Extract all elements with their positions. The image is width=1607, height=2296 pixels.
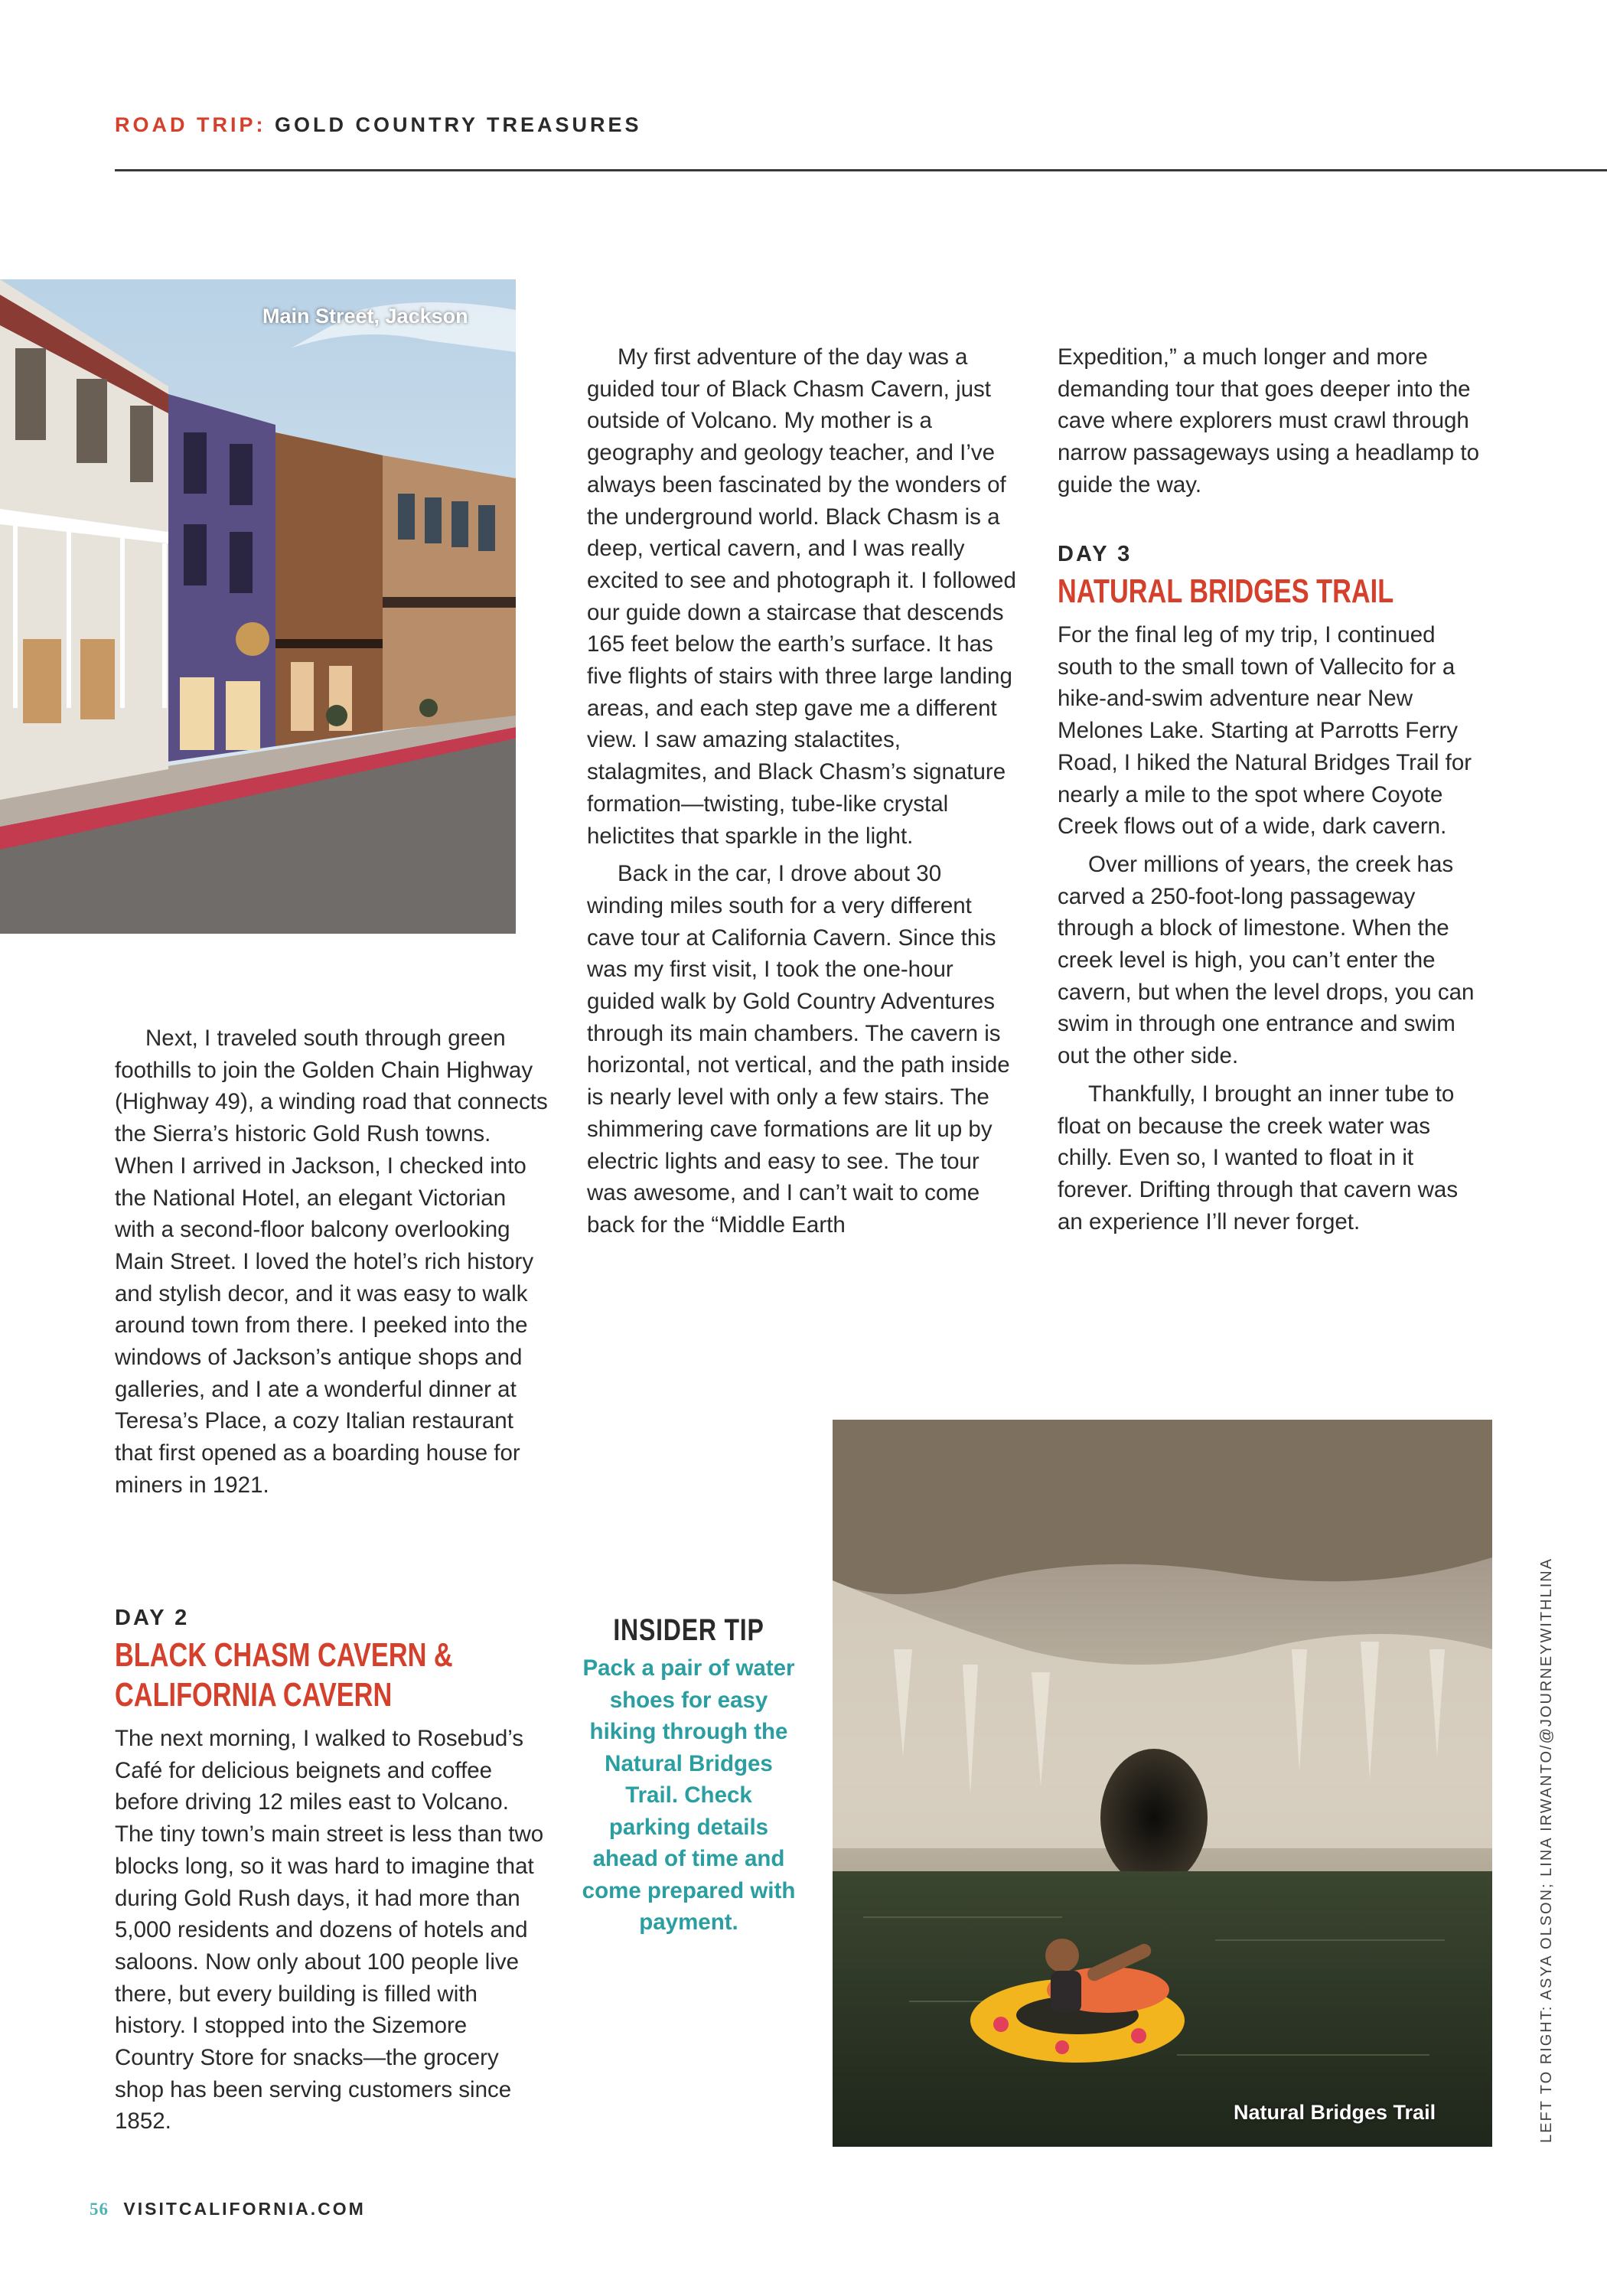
col2-paragraph-2: Back in the car, I drove about 30 winding miles south for a very different cave tour at California Cavern. Since this was my first visit, I took the one-hour guided walk by Gold Country Adventures through its main chambers. The cavern is horizontal, not vertical, and the path inside is nearly level with only a few stairs. The shimmering cave formations are lit up by electric lights and easy to see. The tour was awesome, and I can’t wait to come back for the “Middle Earth: [587, 861, 1010, 1238]
col3-paragraph-1: Expedition,” a much longer and more demanding tour that goes deeper into the cave where explorers must crawl through narrow passageways using a headlamp to guide the way.: [1058, 344, 1479, 497]
column-2: [587, 341, 1023, 1247]
section-header: [115, 113, 642, 137]
day3-section: [1058, 542, 1486, 1244]
site-url: VISITCALIFORNIA.COM: [123, 2199, 366, 2219]
page-number: 56: [90, 2200, 109, 2219]
col1-paragraph-1: Next, I traveled south through green foothills to join the Golden Chain Highway (Highway 49), a winding road that connects the Sierra’s historic Gold Rush towns. When I arrived in Jackson, I checked into the National Hotel, an elegant Victorian with a second-floor balcony overlooking Main Street. I loved the hotel’s rich history and stylish decor, and it was easy to walk around town from there. I peeked into the windows of Jackson’s antique shops and galleries, and I ate a wonderful dinner at Teresa’s Place, a cozy Italian restaurant that first opened as a boarding house for miners in 1921.: [115, 1026, 548, 1498]
section-label: ROAD TRIP:: [115, 113, 266, 136]
photo-credit: LEFT TO RIGHT: ASYA OLSON; LINA IRWANTO/@JOURNEYWITHLINA: [1538, 1557, 1555, 2143]
insider-tip: [582, 1613, 796, 1939]
cave-illustration: [833, 1420, 1492, 2147]
page-footer: [90, 2199, 366, 2219]
main-street-illustration: [0, 279, 516, 934]
section-title: GOLD COUNTRY TREASURES: [275, 113, 642, 136]
col2-paragraph-1: My first adventure of the day was a guided tour of Black Chasm Cavern, just outside of Volcano. My mother is a geography and geology teacher, and I’ve always been fascinated by the wonders of the underground world. Black Chasm is a deep, vertical cavern, and I was really excited to see and photograph it. I followed our guide down a staircase that descends 165 feet below the earth’s surface. It has five flights of stairs with three large landing areas, and each step gave me a different view. I saw amazing stalactites, stalagmites, and Black Chasm’s signature formation—twisting, tube-like crystal helictites that sparkle in the light.: [587, 344, 1016, 849]
day3-label: DAY 3: [1058, 542, 1133, 566]
day2-section: [115, 1606, 548, 2144]
day2-paragraph-1: The next morning, I walked to Rosebud’s Café for delicious beignets and coffee before driving 12 miles east to Volcano. The tiny town’s main street is less than two blocks long, so it was hard to imagine that during Gold Rush days, it had more than 5,000 residents and dozens of hotels and saloons. Now only about 100 people live there, but every building is filled with history. I stopped into the Sizemore Country Store for snacks—the grocery shop has been serving customers since 1852.: [115, 1726, 544, 2135]
day3-paragraph-1: For the final leg of my trip, I continued south to the small town of Vallecito for a hike-and-swim adventure near New Melones Lake. Starting at Parrotts Ferry Road, I hiked the Natural Bridges Trail for nearly a mile to the spot where Coyote Creek flows out of a wide, dark cavern.: [1058, 622, 1472, 840]
column-3: [1058, 341, 1486, 507]
header-rule: [115, 169, 1607, 171]
day3-paragraph-2: Over millions of years, the creek has carved a 250-foot-long passageway through a block of limestone. When the creek level is high, you can’t enter the cavern, but when the level drops, you can swim in through one entrance and swim out the other side.: [1058, 851, 1475, 1069]
day3-title: NATURAL BRIDGES TRAIL: [1058, 572, 1394, 610]
day2-title-line-2: CALIFORNIA CAVERN: [115, 1676, 393, 1714]
insider-tip-title: INSIDER TIP: [613, 1613, 764, 1647]
day3-paragraph-3: Thankfully, I brought an inner tube to float on because the creek water was chilly. Even so, I wanted to float in it forever. Drifting through that cavern was an experience I’ll never forget.: [1058, 1081, 1459, 1234]
natural-bridges-photo: [833, 1420, 1492, 2147]
main-street-caption: Main Street, Jackson: [262, 305, 468, 328]
day2-title-line-1: BLACK CHASM CAVERN &: [115, 1636, 453, 1674]
natural-bridges-caption: Natural Bridges Trail: [1234, 2101, 1436, 2124]
insider-tip-text: Pack a pair of water shoes for easy hiking through the Natural Bridges Trail. Check parking details ahead of time and come prepared with payment.: [582, 1655, 796, 1935]
column-1: [115, 1022, 548, 1508]
main-street-photo: [0, 279, 516, 934]
day2-label: DAY 2: [115, 1606, 190, 1630]
